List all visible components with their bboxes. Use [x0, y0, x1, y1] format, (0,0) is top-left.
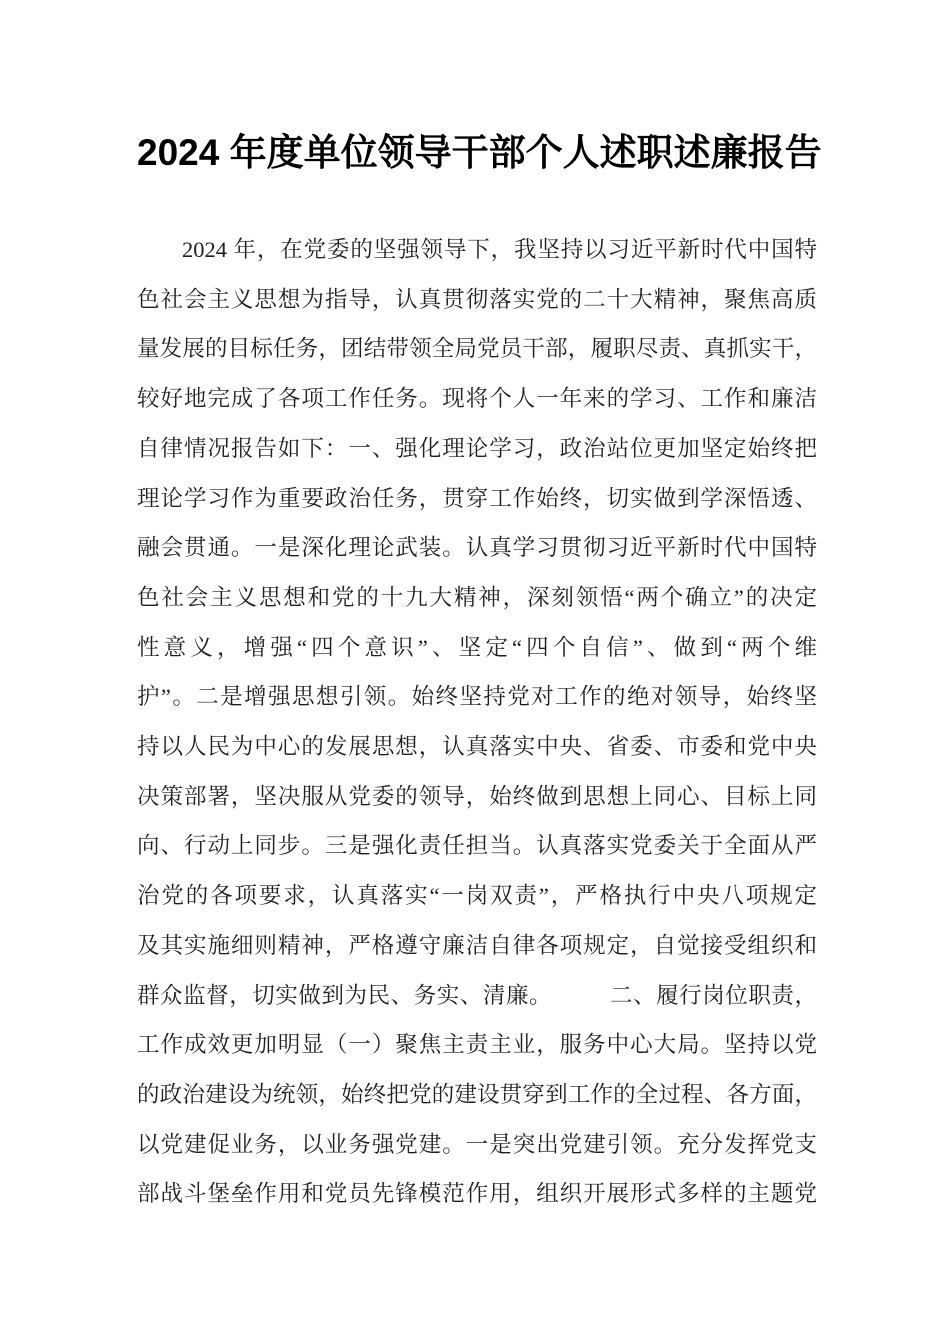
- body-line: 向、行动上同步。三是强化责任担当。认真落实党委关于全面从严: [137, 833, 817, 859]
- body-line: 持以人民为中心的发展思想，认真落实中央、省委、市委和党中央: [137, 734, 817, 760]
- body-line: 量发展的目标任务，团结带领全局党员干部，履职尽责、真抓实干，: [137, 336, 817, 362]
- body-line: 决策部署，坚决服从党委的领导，始终做到思想上同心、目标上同: [137, 783, 817, 809]
- body-line: 较好地完成了各项工作任务。现将个人一年来的学习、工作和廉洁: [137, 386, 817, 412]
- body-line: 的政治建设为统领，始终把党的建设贯穿到工作的全过程、各方面，: [137, 1081, 817, 1107]
- document-body: [137, 225, 817, 1219]
- body-line: 群众监督，切实做到为民、务实、清廉。 二、履行岗位职责，: [137, 982, 817, 1008]
- body-line: 部战斗堡垒作用和党员先锋模范作用，组织开展形式多样的主题党: [137, 1181, 817, 1207]
- body-line: 护”。二是增强思想引领。始终坚持党对工作的绝对领导，始终坚: [137, 684, 817, 710]
- body-line: 以党建促业务，以业务强党建。一是突出党建引领。充分发挥党支: [137, 1131, 817, 1157]
- body-line: 色社会主义思想和党的十九大精神，深刻领悟“两个确立”的决定: [137, 584, 817, 610]
- body-line: 色社会主义思想为指导，认真贯彻落实党的二十大精神，聚焦高质: [137, 286, 817, 312]
- body-line: 理论学习作为重要政治任务，贯穿工作始终，切实做到学深悟透、: [137, 485, 817, 511]
- body-line: 性意义，增强“四个意识”、坚定“四个自信”、做到“两个维: [137, 634, 817, 660]
- body-line: 治党的各项要求，认真落实“一岗双责”，严格执行中央八项规定: [137, 883, 817, 909]
- body-line: 及其实施细则精神，严格遵守廉洁自律各项规定，自觉接受组织和: [137, 932, 817, 958]
- body-line: 自律情况报告如下：一、强化理论学习，政治站位更加坚定始终把: [137, 435, 817, 461]
- body-line: 融会贯通。一是深化理论武装。认真学习贯彻习近平新时代中国特: [137, 535, 817, 561]
- document-title: 2024 年度单位领导干部个人述职述廉报告: [137, 132, 822, 173]
- body-line: 2024 年，在党委的坚强领导下，我坚持以习近平新时代中国特: [182, 237, 817, 262]
- body-line: 工作成效更加明显（一）聚焦主责主业，服务中心大局。坚持以党: [137, 1032, 817, 1058]
